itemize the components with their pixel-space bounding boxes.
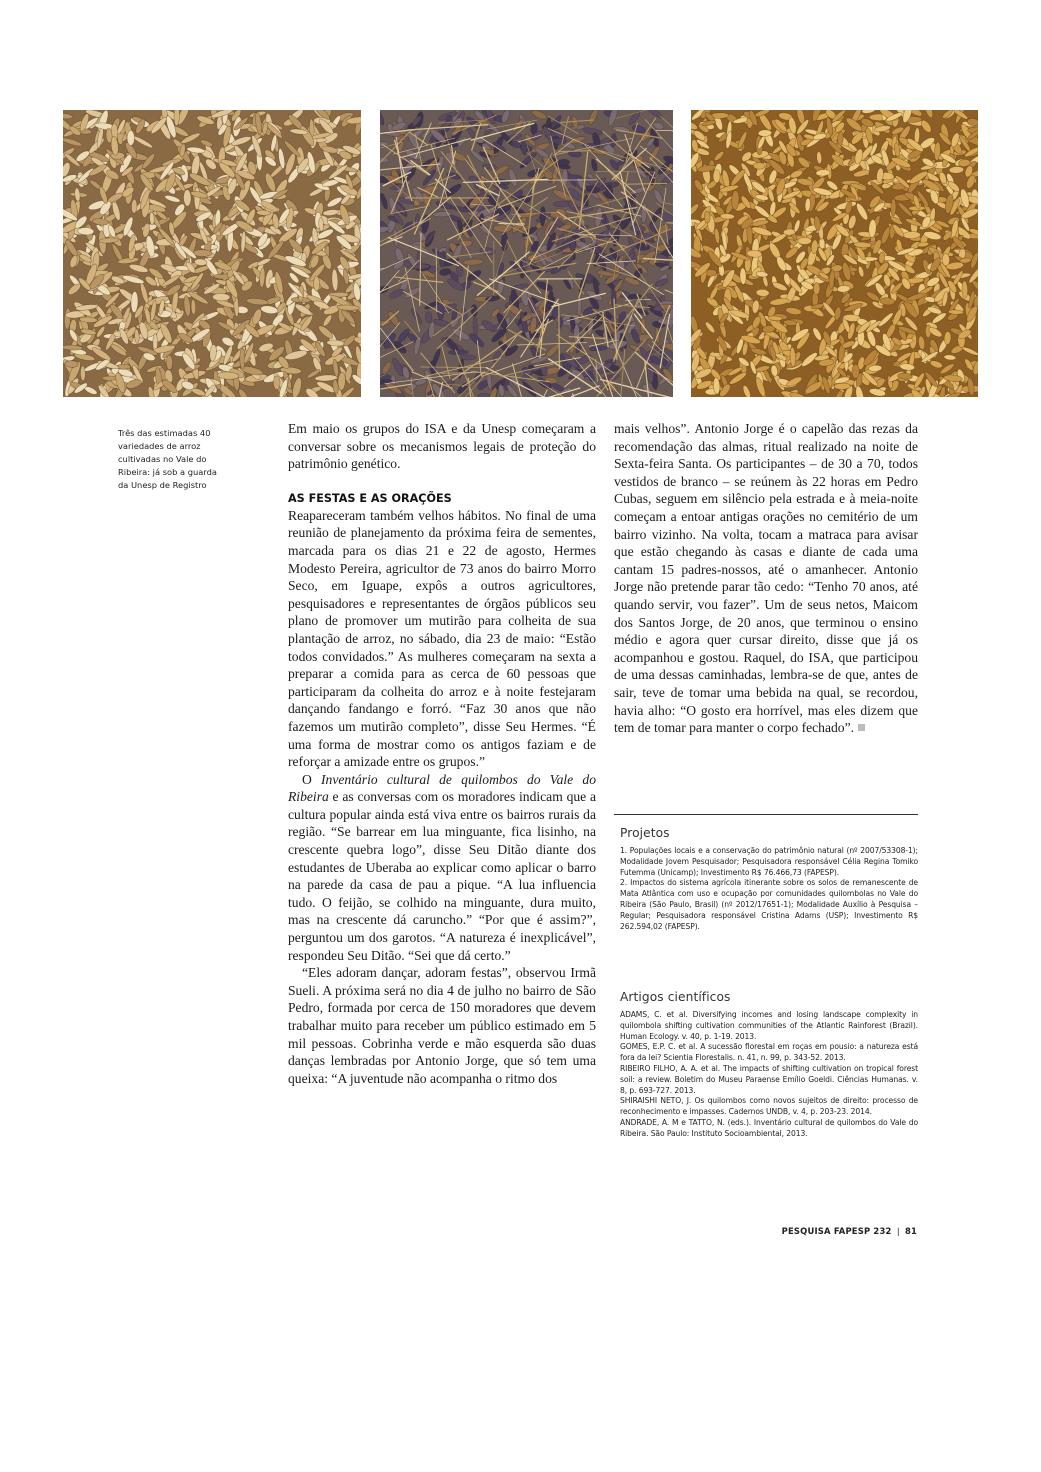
- paragraph: Em maio os grupos do ISA e da Unesp começaram a conversar sobre os mecanismos legais de proteção do patrimônio genético.: [288, 421, 596, 472]
- articles-title: Artigos científicos: [620, 990, 731, 1004]
- rice-variety-photo-1: [63, 110, 361, 397]
- article-entry: ADAMS, C. et al. Diversifying incomes and losing landscape complexity in quilombola shifting cultivation communities of the Atlantic Rainforest (Brazil). Human Ecology. v. 40, p. 1-19. 2013.: [620, 1010, 918, 1041]
- end-mark-icon: [858, 724, 865, 731]
- rice-variety-photo-3: [691, 110, 978, 397]
- paragraph: [288, 771, 596, 965]
- article-entry: SHIRAISHI NETO, J. Os quilombos como novos sujeitos de direito: processo de reconhecimento e impasses. Cadernos UNDB, v. 4, p. 203-23. 2014.: [620, 1096, 918, 1117]
- project-entry: 2. Impactos do sistema agrícola itinerante sobre os solos de remanescente de Mata Atlântica com uso e ocupação por comunidades quilombolas no Vale do Ribeira (São Paulo, Brasil) (nº 2012/17651-1); Modalidade Auxílio à Pesquisa – Regular; Pesquisadora responsável Cristina Adams (USP); Investimento R$ 262.594,02 (FAPESP).: [620, 878, 918, 931]
- projects-box: [620, 826, 918, 932]
- article-entry: ANDRADE, A. M e TATTO, N. (eds.). Inventário cultural de quilombos do Vale do Ribeira. São Paulo: Instituto Socioambiental, 2013.: [620, 1117, 918, 1138]
- paragraph-continued: [614, 420, 918, 737]
- rice-variety-photo-2: [380, 110, 673, 397]
- page-footer: PESQUISA FAPESP 232 ❘ 81: [781, 1226, 917, 1236]
- project-entry: 1. Populações locais e a conservação do patrimônio natural (nº 2007/53308-1); Modalidade Jovem Pesquisador; Pesquisadora responsável Célia Regina Tomiko Futemma (Unicamp); Investimento R$ 76.466,73 (FAPESP).: [620, 846, 918, 877]
- paragraph: Reapareceram também velhos hábitos. No final de uma reunião de planejamento da próxima feira de sementes, marcada para os dias 21 e 22 de agosto, Hermes Modesto Pereira, agricultor de 73 anos do bairro Morro Seco, em Iguape, expôs a outros agricultores, pesquisadores e representantes de órgãos públicos seu plano de promover um mutirão para colheita de sua plantação de arroz, no sábado, dia 23 de maio: “Estão todos convidados.” As mulheres começaram na sexta a preparar a comida para as cerca de 60 pessoas que participaram da colheita do arroz e à noite festejaram dançando fandango e forró. “Faz 30 anos que não fazemos um mutirão completo”, disse Seu Hermes. “É uma forma de mostrar como os antigos faziam e de reforçar a amizade entre os grupos.”: [288, 507, 596, 770]
- inventory-title: Inventário cultural de quilombos do Vale do Ribeira: [288, 771, 596, 805]
- article-entry: RIBEIRO FILHO, A. A. et al. The impacts of shifting cultivation on tropical forest soil: a review. Boletim do Museu Paraense Emílio Goeldi. Ciências Humanas. v. 8, p. 693-727. 2013.: [620, 1063, 918, 1095]
- projects-title: Projetos: [620, 826, 670, 840]
- article-entry: GOMES, E.P. C. et al. A sucessão florestal em roças em pousio: a natureza está fora da lei? Scientia Florestalis. n. 41, n. 99, p. 343-52. 2013.: [620, 1042, 918, 1063]
- articles-box: [620, 990, 918, 1140]
- divider: [614, 814, 918, 815]
- article-column-2: [614, 420, 918, 737]
- text-run: mais velhos”. Antonio Jorge é o capelão das rezas da recomendação das almas, ritual realizado na noite de Sexta-feira Santa. Os participantes – de 30 a 70, todos vestidos de branco – se reúnem às 22 horas em Pedro Cubas, seguem em silêncio pela estrada e à meia-noite começam a entoar antigas orações no cemitério de um bairro vizinho. Na volta, tocam a matraca para avisar que estão chegando às casas e diante de cada uma cantam 15 padres-nossos, até o amanhecer. Antonio Jorge não pretende parar tão cedo: “Tenho 70 anos, até quando servir, vou fazer”. Um de seus netos, Maicom dos Santos Jorge, de 20 anos, que terminou o ensino médio e agora quer cursar direito, disse que já os acompanhou e gostou. Raquel, do ISA, que participou de uma dessas caminhadas, lembra-se de que, antes de sair, teve de tomar uma bebida na qual, se recordou, havia alho: “O gosto era horrível, mas eles dizem que tem de tomar para manter o corpo fechado”.: [614, 421, 918, 736]
- paragraph: “Eles adoram dançar, adoram festas”, observou Irmã Sueli. A próxima será no dia 4 de julho no bairro de São Pedro, formada por cerca de 150 moradores que devem trabalhar muito para receber um público estimado em 5 mil pessoas. Cobrinha verde e mão esquerda são duas danças lembradas por Antonio Jorge, que só tem uma queixa: “A juventude não acompanha o ritmo dos: [288, 965, 596, 1086]
- article-column-1: [288, 420, 596, 1087]
- section-heading: AS FESTAS E AS ORAÇÕES: [288, 491, 452, 505]
- text-run: e as conversas com os moradores indicam que a cultura popular ainda está viva entre os bairros rurais da região. “Se barrear em lua minguante, fica lisinho, na crescente quebra logo”, disse Seu Ditão diante dos estudantes de Uberaba ao explicar como aplicar o barro na parede da casa de pau a pique. “A lua influencia tudo. O feijão, se colhido na minguante, dura muito, mas na crescente dá caruncho.” “Por que é assim?”, perguntou um dos garotos. “A natureza é inexplicável”, respondeu Seu Ditão. “Sei que dá certo.”: [288, 789, 596, 963]
- text-run: O: [302, 771, 322, 787]
- photo-caption: Três das estimadas 40 variedades de arroz cultivadas no Vale do Ribeira: já sob a guarda da Unesp de Registro: [118, 428, 217, 490]
